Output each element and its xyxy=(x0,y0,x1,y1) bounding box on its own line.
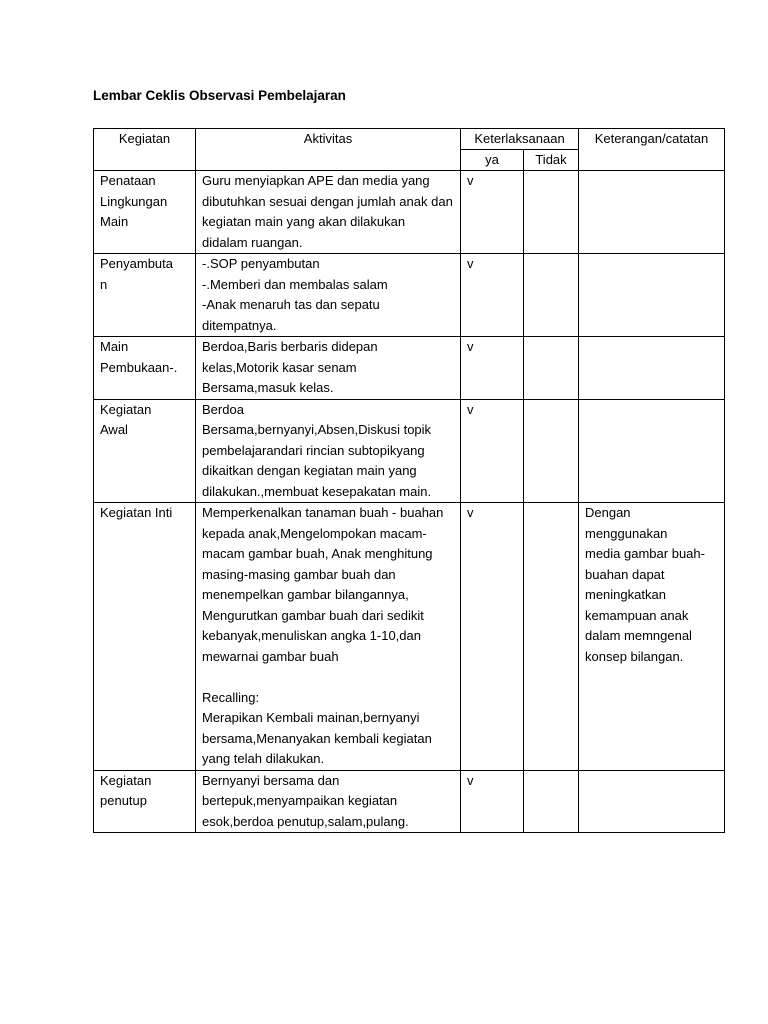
keterangan-cell xyxy=(579,254,725,337)
table-row xyxy=(94,337,725,400)
ya-check-cell: v xyxy=(461,337,524,400)
aktivitas-cell: Bernyanyi bersama dan bertepuk,menyampaikan kegiatan esok,berdoa penutup,salam,pulang. xyxy=(196,770,461,833)
ya-check-cell: v xyxy=(461,770,524,833)
header-keterlaksanaan: Keterlaksanaan xyxy=(461,129,579,150)
keterangan-cell xyxy=(579,171,725,254)
tidak-check-cell xyxy=(524,254,579,337)
table-row xyxy=(94,254,725,337)
ya-check-cell: v xyxy=(461,503,524,771)
header-tidak: Tidak xyxy=(524,150,579,171)
kegiatan-cell: Penataan Lingkungan Main xyxy=(94,171,196,254)
aktivitas-cell: -.SOP penyambutan -.Memberi dan membalas salam -Anak menaruh tas dan sepatu ditempatnya. xyxy=(196,254,461,337)
ya-check-cell: v xyxy=(461,171,524,254)
kegiatan-cell: Main Pembukaan-. xyxy=(94,337,196,400)
tidak-check-cell xyxy=(524,171,579,254)
kegiatan-cell: Penyambuta n xyxy=(94,254,196,337)
table-row xyxy=(94,503,725,771)
document-title: Lembar Ceklis Observasi Pembelajaran xyxy=(93,88,346,103)
tidak-check-cell xyxy=(524,337,579,400)
keterangan-cell xyxy=(579,770,725,833)
aktivitas-cell: Berdoa,Baris berbaris didepan kelas,Motorik kasar senam Bersama,masuk kelas. xyxy=(196,337,461,400)
ya-check-cell: v xyxy=(461,254,524,337)
header-kegiatan: Kegiatan xyxy=(94,129,196,171)
observation-checklist-table xyxy=(93,128,725,833)
tidak-check-cell xyxy=(524,399,579,503)
header-aktivitas: Aktivitas xyxy=(196,129,461,171)
kegiatan-cell: Kegiatan Inti xyxy=(94,503,196,771)
keterangan-cell: Dengan menggunakan media gambar buah- buahan dapat meningkatkan kemampuan anak dalam memngenal konsep bilangan. xyxy=(579,503,725,771)
header-keterangan: Keterangan/catatan xyxy=(579,129,725,171)
header-row xyxy=(94,129,725,150)
table-row xyxy=(94,770,725,833)
kegiatan-cell: Kegiatan penutup xyxy=(94,770,196,833)
aktivitas-cell: Memperkenalkan tanaman buah - buahan kepada anak,Mengelompokan macam-macam gambar buah, Anak menghitung masing-masing gambar buah dan menempelkan gambar bilangannya, Mengurutkan gambar buah dari sedikit kebanyak,menuliskan angka 1-10,dan mewarnai gambar buah Recalling: Merapikan Kembali mainan,bernyanyi bersama,Menanyakan kembali kegiatan yang telah dilakukan. xyxy=(196,503,461,771)
tidak-check-cell xyxy=(524,503,579,771)
keterangan-cell xyxy=(579,399,725,503)
kegiatan-cell: Kegiatan Awal xyxy=(94,399,196,503)
header-ya: ya xyxy=(461,150,524,171)
table-row xyxy=(94,171,725,254)
tidak-check-cell xyxy=(524,770,579,833)
aktivitas-cell: Berdoa Bersama,bernyanyi,Absen,Diskusi topik pembelajarandari rincian subtopikyang dikaitkan dengan kegiatan main yang dilakukan.,membuat kesepakatan main. xyxy=(196,399,461,503)
table-row xyxy=(94,399,725,503)
keterangan-cell xyxy=(579,337,725,400)
aktivitas-cell: Guru menyiapkan APE dan media yang dibutuhkan sesuai dengan jumlah anak dan kegiatan main yang akan dilakukan didalam ruangan. xyxy=(196,171,461,254)
ya-check-cell: v xyxy=(461,399,524,503)
